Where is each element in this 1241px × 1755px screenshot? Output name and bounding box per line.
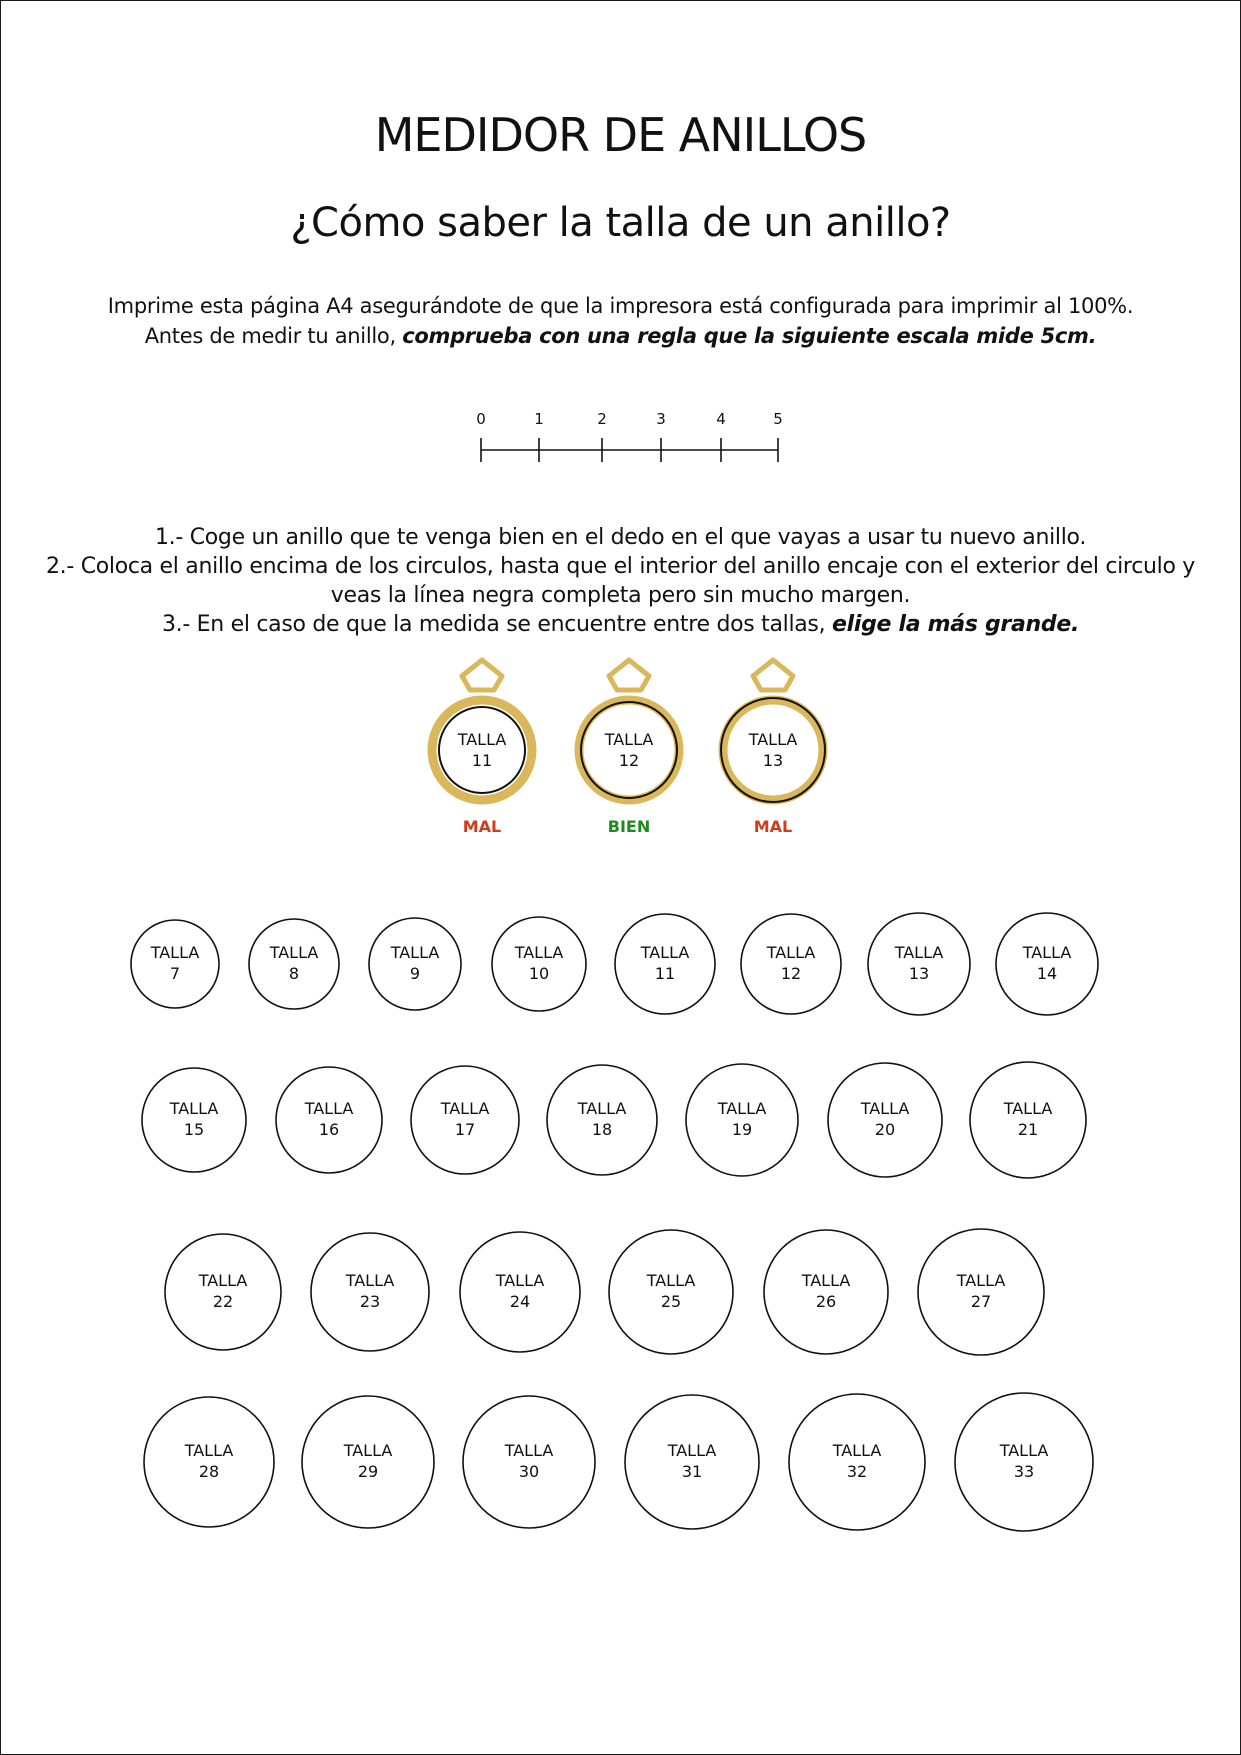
size-number: 27 — [970, 1292, 992, 1311]
size-circle-31 — [625, 1395, 759, 1529]
size-circle-outline — [439, 707, 525, 793]
size-number: 10 — [528, 964, 550, 983]
example-verdict: BIEN — [607, 817, 651, 836]
example-label: TALLA — [748, 730, 798, 749]
size-label: TALLA — [801, 1271, 851, 1290]
size-label: TALLA — [832, 1441, 882, 1460]
size-label: TALLA — [304, 1099, 354, 1118]
size-number: 20 — [874, 1120, 896, 1139]
size-label: TALLA — [766, 943, 816, 962]
size-number: 23 — [359, 1292, 381, 1311]
size-number: 33 — [1013, 1462, 1035, 1481]
size-circle-29 — [302, 1396, 434, 1528]
size-circle-30 — [463, 1396, 595, 1528]
size-label: TALLA — [956, 1271, 1006, 1290]
size-label: TALLA — [514, 943, 564, 962]
scale-tick-label: 0 — [476, 410, 486, 428]
size-label: TALLA — [667, 1441, 717, 1460]
example-rings — [432, 660, 825, 836]
example-label: TALLA — [457, 730, 507, 749]
size-circle-28 — [144, 1397, 274, 1527]
size-label: TALLA — [1022, 943, 1072, 962]
size-number: 17 — [454, 1120, 476, 1139]
scale-ruler — [476, 410, 783, 462]
size-circles — [131, 913, 1098, 1531]
size-circle-32 — [789, 1394, 925, 1530]
scale-tick-label: 2 — [597, 410, 607, 428]
step-2-line-2: veas la línea negra completa pero sin mucho margen. — [330, 583, 911, 608]
size-number: 18 — [591, 1120, 613, 1139]
size-label: TALLA — [198, 1271, 248, 1290]
page-subtitle: ¿Cómo saber la talla de un anillo? — [290, 200, 951, 246]
example-ring-13 — [721, 660, 825, 836]
size-number: 11 — [654, 964, 676, 983]
size-number: 31 — [681, 1462, 703, 1481]
size-number: 9 — [409, 964, 421, 983]
diamond-icon — [753, 660, 793, 690]
size-number: 7 — [169, 964, 181, 983]
size-circle-outline — [581, 702, 677, 798]
size-label: TALLA — [269, 943, 319, 962]
size-label: TALLA — [495, 1271, 545, 1290]
size-circle-13 — [868, 913, 970, 1015]
size-circle-23 — [311, 1233, 429, 1351]
example-verdict: MAL — [462, 817, 502, 836]
size-circle-21 — [970, 1062, 1086, 1178]
size-circle-18 — [547, 1065, 657, 1175]
size-circle-25 — [609, 1230, 733, 1354]
scale-tick-label: 1 — [534, 410, 544, 428]
size-number: 12 — [780, 964, 802, 983]
size-number: 16 — [318, 1120, 340, 1139]
size-number: 25 — [660, 1292, 682, 1311]
step-3-emphasis: elige la más grande. — [831, 612, 1080, 637]
gold-ring-band — [723, 700, 823, 800]
size-circle-outline — [721, 698, 825, 802]
size-number: 26 — [815, 1292, 837, 1311]
size-number: 28 — [198, 1462, 220, 1481]
example-size: 11 — [471, 751, 493, 770]
size-label: TALLA — [440, 1099, 490, 1118]
scale-tick-label: 4 — [716, 410, 726, 428]
size-label: TALLA — [343, 1441, 393, 1460]
size-circle-8 — [249, 919, 339, 1009]
size-number: 8 — [288, 964, 300, 983]
size-label: TALLA — [1003, 1099, 1053, 1118]
example-ring-12 — [579, 660, 679, 836]
size-number: 22 — [212, 1292, 234, 1311]
size-circle-26 — [764, 1230, 888, 1354]
size-circle-16 — [276, 1067, 382, 1173]
example-ring-11 — [432, 660, 532, 836]
intro-line-1: Imprime esta página A4 asegurándote de que la impresora está configurada para imprimir al 100%. — [107, 294, 1134, 318]
size-circle-20 — [828, 1063, 942, 1177]
size-circle-33 — [955, 1393, 1093, 1531]
step-3-prefix: 3.- En el caso de que la medida se encuentre entre dos tallas, — [161, 612, 832, 637]
size-circle-7 — [131, 920, 219, 1008]
size-circle-22 — [165, 1234, 281, 1350]
size-circle-17 — [411, 1066, 519, 1174]
size-circle-9 — [369, 918, 461, 1010]
size-number: 13 — [908, 964, 930, 983]
example-verdict: MAL — [753, 817, 793, 836]
size-label: TALLA — [184, 1441, 234, 1460]
size-label: TALLA — [999, 1441, 1049, 1460]
example-label: TALLA — [604, 730, 654, 749]
step-1: 1.- Coge un anillo que te venga bien en el dedo en el que vayas a usar tu nuevo anillo. — [154, 525, 1087, 550]
step-2-line-1: 2.- Coloca el anillo encima de los circulos, hasta que el interior del anillo encaje con el exterior del circulo y — [45, 554, 1196, 579]
size-label: TALLA — [860, 1099, 910, 1118]
size-label: TALLA — [345, 1271, 395, 1290]
scale-tick-label: 5 — [773, 410, 783, 428]
size-label: TALLA — [150, 943, 200, 962]
size-label: TALLA — [640, 943, 690, 962]
size-number: 32 — [846, 1462, 868, 1481]
size-label: TALLA — [646, 1271, 696, 1290]
size-label: TALLA — [504, 1441, 554, 1460]
size-circle-10 — [492, 917, 586, 1011]
diamond-icon — [609, 660, 649, 690]
size-number: 29 — [357, 1462, 379, 1481]
gold-ring-band — [432, 700, 532, 800]
gold-ring-band — [579, 700, 679, 800]
size-label: TALLA — [390, 943, 440, 962]
size-circle-12 — [741, 914, 841, 1014]
page-title: MEDIDOR DE ANILLOS — [374, 108, 867, 162]
size-circle-19 — [686, 1064, 798, 1176]
example-size: 13 — [762, 751, 784, 770]
size-circle-27 — [918, 1229, 1044, 1355]
scale-tick-label: 3 — [656, 410, 666, 428]
size-label: TALLA — [577, 1099, 627, 1118]
size-number: 21 — [1017, 1120, 1039, 1139]
size-number: 19 — [731, 1120, 753, 1139]
size-label: TALLA — [717, 1099, 767, 1118]
size-number: 24 — [509, 1292, 531, 1311]
size-number: 14 — [1036, 964, 1058, 983]
intro-line-2-prefix: Antes de medir tu anillo, — [144, 324, 403, 348]
diamond-icon — [462, 660, 502, 690]
size-label: TALLA — [894, 943, 944, 962]
size-label: TALLA — [169, 1099, 219, 1118]
size-number: 15 — [183, 1120, 205, 1139]
size-circle-24 — [460, 1232, 580, 1352]
intro-line-2-emphasis: comprueba con una regla que la siguiente escala mide 5cm. — [402, 324, 1097, 348]
example-size: 12 — [618, 751, 640, 770]
size-circle-14 — [996, 913, 1098, 1015]
size-circle-15 — [142, 1068, 246, 1172]
size-number: 30 — [518, 1462, 540, 1481]
size-circle-11 — [615, 914, 715, 1014]
